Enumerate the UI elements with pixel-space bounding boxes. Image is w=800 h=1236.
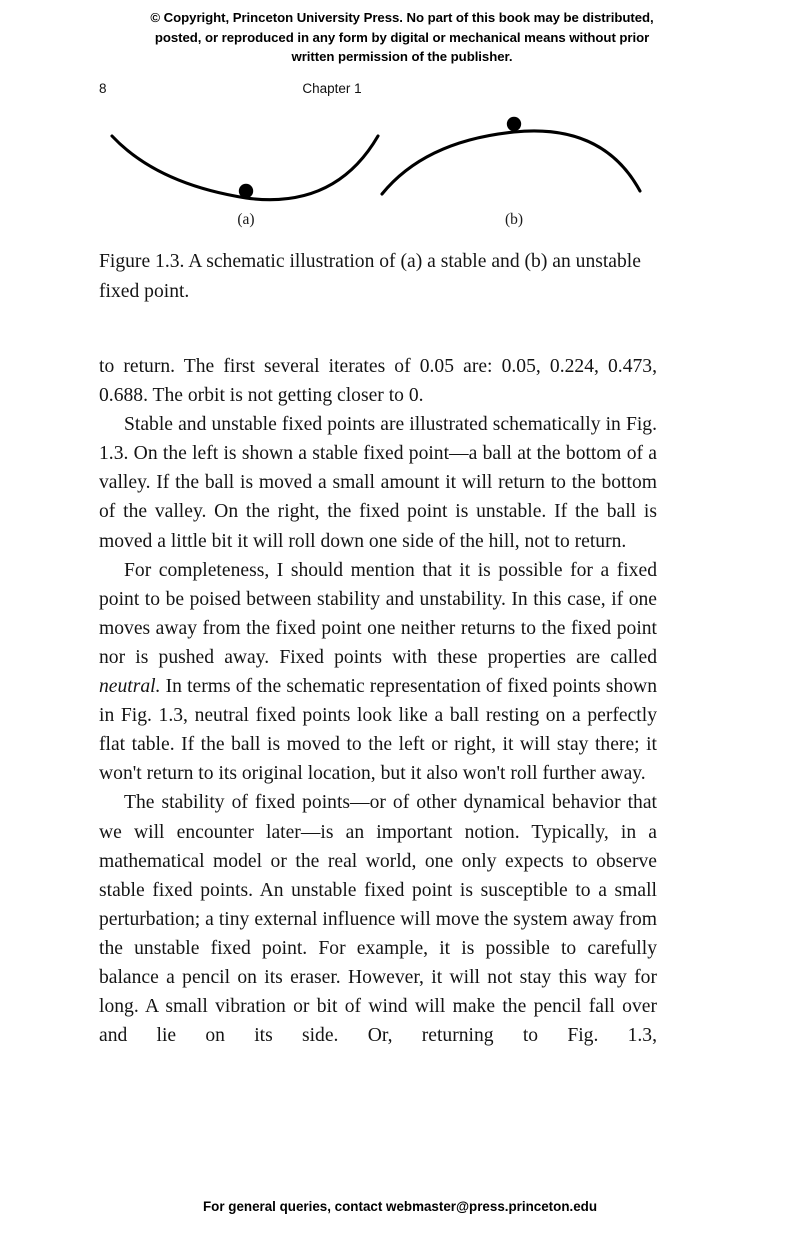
panel-a-stable-valley bbox=[112, 136, 378, 200]
paragraph-neutral bbox=[99, 556, 657, 789]
panel-label-b: (b) bbox=[504, 211, 524, 228]
neutral-italic-term: neutral. bbox=[99, 676, 161, 698]
hill-curve bbox=[382, 131, 640, 194]
ball-unstable bbox=[507, 117, 521, 131]
paragraph-neutral-part-2: In terms of the schematic representation of fixed points shown in Fig. 1.3, neutral fixed points look like a ball resting on a perfectly flat table. If the ball is moved to the left or right, it will stay there; it won't return to its original location, but it also won't roll further away. bbox=[99, 676, 657, 785]
panel-b-unstable-hill bbox=[382, 117, 640, 194]
panel-label-a: (a) bbox=[237, 211, 255, 228]
body-text bbox=[99, 352, 657, 1050]
page-number: 8 bbox=[99, 81, 107, 96]
figure-caption: Figure 1.3. A schematic illustration of (a) a stable and (b) an unstable fixed point. bbox=[99, 251, 641, 302]
paragraph-neutral-part-1: For completeness, I should mention that it is possible for a fixed point to be poised between stability and unstability. In this case, if one moves away from the fixed point one neither returns to the fixed point nor is pushed away. Fixed points with these properties are called bbox=[99, 559, 657, 668]
copyright-notice: © Copyright, Princeton University Press. No part of this book may be distributed, posted, or reproduced in any form by digital or mechanical means without prior written permission of the publisher. bbox=[150, 10, 654, 64]
ball-stable bbox=[239, 184, 253, 198]
chapter-title: Chapter 1 bbox=[302, 81, 362, 96]
paragraph-continuation: to return. The first several iterates of 0.05 are: 0.05, 0.224, 0.473, 0.688. The orbit is not getting closer to 0. bbox=[99, 356, 657, 407]
footer-queries: For general queries, contact webmaster@press.princeton.edu bbox=[202, 1199, 598, 1214]
figure-1-3-graphic bbox=[95, 110, 665, 238]
paragraph-stable-unstable: Stable and unstable fixed points are illustrated schematically in Fig. 1.3. On the left is shown a stable fixed point—a ball at the bottom of a valley. If the ball is moved a small amount it will return to the bottom of the valley. On the right, the fixed point is unstable. If the ball is moved a little bit it will roll down one side of the hill, not to return. bbox=[99, 414, 657, 552]
figure-svg bbox=[95, 110, 665, 238]
paragraph-stability-importance: The stability of fixed points—or of other dynamical behavior that we will encounter later—is an important notion. Typically, in a mathematical model or the real world, one only expects to observe stable fixed points. An unstable fixed point is susceptible to a small perturbation; a tiny external influence will move the system away from the unstable fixed point. For example, it is possible to carefully balance a pencil on its eraser. However, it will not stay this way for long. A small vibration or bit of wind will make the pencil fall over and lie on its side. Or, returning to Fig. 1.3, bbox=[99, 792, 657, 1047]
running-head bbox=[99, 81, 565, 101]
